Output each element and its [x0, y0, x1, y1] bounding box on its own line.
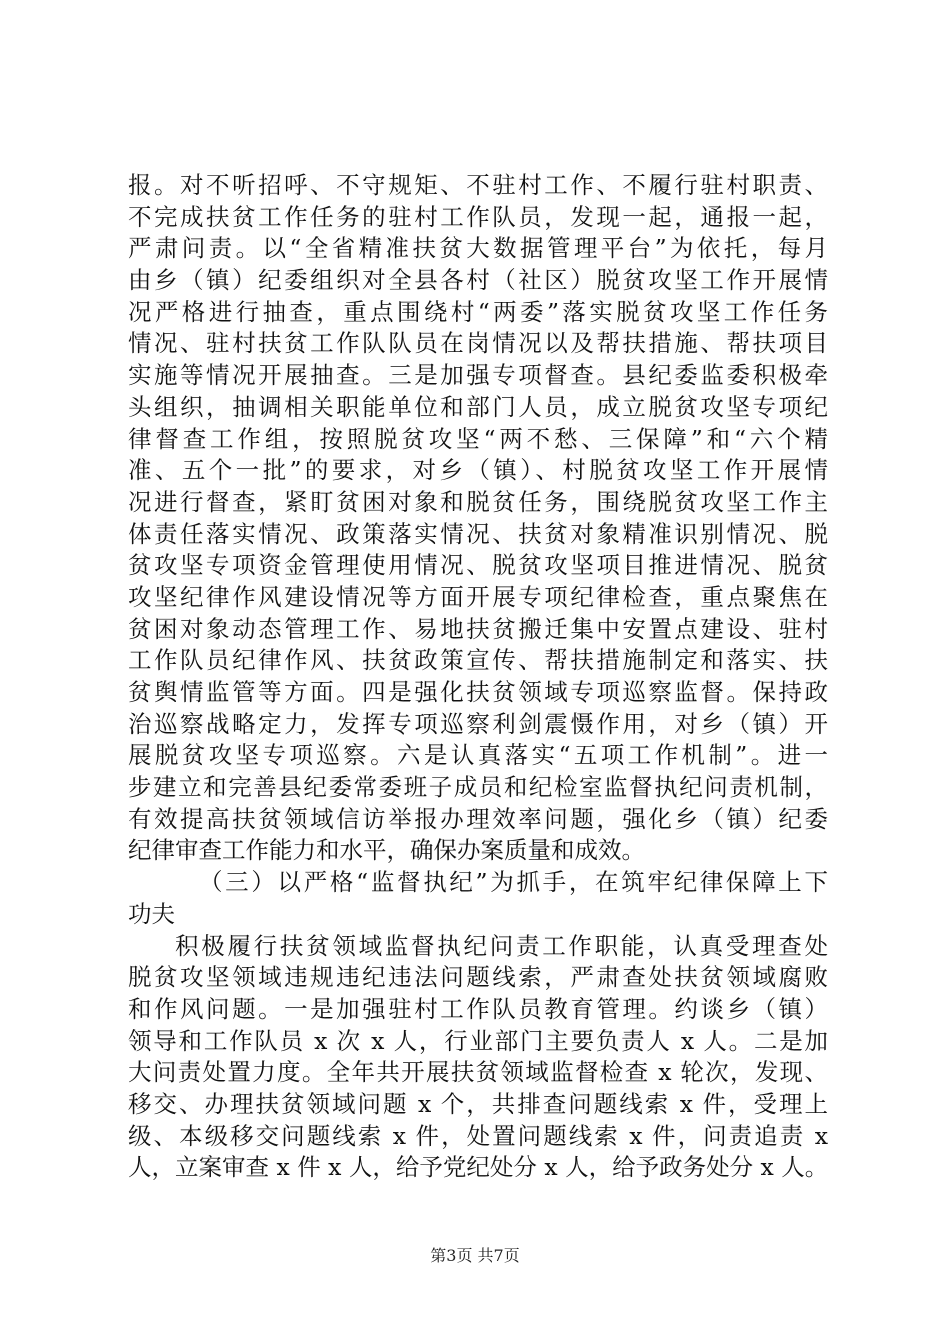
text-line: 移交、办理扶贫领域问题 x 个，共排查问题线索 x 件，受理上: [128, 1089, 828, 1118]
text-line: 头组织，抽调相关职能单位和部门人员，成立脱贫攻坚专项纪: [128, 392, 828, 421]
text-line: 领导和工作队员 x 次 x 人，行业部门主要负责人 x 人。二是加: [128, 1026, 828, 1055]
text-line: 准、五个一批”的要求，对乡（镇）、村脱贫攻坚工作开展情: [128, 456, 828, 485]
text-line: 严肃问责。以“全省精准扶贫大数据管理平台”为依托，每月: [128, 234, 828, 263]
text-line: 体责任落实情况、政策落实情况、扶贫对象精准识别情况、脱: [128, 519, 828, 548]
page-number-footer: 第3页 共7页: [430, 1246, 520, 1265]
paragraph-first-line: 积极履行扶贫领域监督执纪问责工作职能，认真受理查处: [175, 931, 828, 960]
text-line: 贫舆情监管等方面。四是强化扶贫领域专项巡察监督。保持政: [128, 678, 828, 706]
text-line: 由乡（镇）纪委组织对全县各村（社区）脱贫攻坚工作开展情: [128, 266, 828, 295]
text-line: 况严格进行抽查，重点围绕村“两委”落实脱贫攻坚工作任务: [128, 297, 828, 326]
text-line: 展脱贫攻坚专项巡察。六是认真落实“五项工作机制”。进一: [128, 741, 828, 770]
section-heading-continued: 功夫: [128, 899, 175, 928]
text-line: 步建立和完善县纪委常委班子成员和纪检室监督执纪问责机制，: [128, 773, 828, 802]
text-line: 实施等情况开展抽查。三是加强专项督查。县纪委监委积极牵: [128, 361, 828, 390]
text-line: 攻坚纪律作风建设情况等方面开展专项纪律检查，重点聚焦在: [128, 582, 828, 611]
text-line: 贫困对象动态管理工作、易地扶贫搬迁集中安置点建设、驻村: [128, 614, 828, 643]
section-heading: （三）以严格“监督执纪”为抓手，在筑牢纪律保障上下: [199, 868, 828, 897]
text-line: 工作队员纪律作风、扶贫政策宣传、帮扶措施制定和落实、扶: [128, 646, 828, 675]
document-body: [128, 170, 828, 1184]
text-line: 报。对不听招呼、不守规矩、不驻村工作、不履行驻村职责、: [128, 171, 828, 199]
text-line: 和作风问题。一是加强驻村工作队员教育管理。约谈乡（镇）: [128, 994, 828, 1023]
text-line: 有效提高扶贫领域信访举报办理效率问题，强化乡（镇）纪委: [128, 804, 828, 833]
text-line: 纪律审查工作能力和水平，确保办案质量和成效。: [128, 836, 645, 865]
text-line: 级、本级移交问题线索 x 件，处置问题线索 x 件，问责追责 x: [128, 1121, 828, 1150]
text-line: 律督查工作组，按照脱贫攻坚“两不愁、三保障”和“六个精: [128, 424, 828, 453]
text-line: 脱贫攻坚领域违规违纪违法问题线索，严肃查处扶贫领域腐败: [128, 963, 828, 992]
text-line: 人，立案审查 x 件 x 人，给予党纪处分 x 人，给予政务处分 x 人。: [128, 1153, 829, 1182]
text-line: 况进行督查，紧盯贫困对象和脱贫任务，围绕脱贫攻坚工作主: [128, 487, 828, 516]
text-line: 大问责处置力度。全年共开展扶贫领域监督检查 x 轮次，发现、: [128, 1058, 828, 1087]
text-line: 治巡察战略定力，发挥专项巡察利剑震慑作用，对乡（镇）开: [128, 709, 828, 738]
text-line: 贫攻坚专项资金管理使用情况、脱贫攻坚项目推进情况、脱贫: [128, 551, 828, 580]
text-line: 情况、驻村扶贫工作队队员在岗情况以及帮扶措施、帮扶项目: [128, 329, 828, 358]
text-line: 不完成扶贫工作任务的驻村工作队员，发现一起，通报一起，: [128, 202, 828, 231]
